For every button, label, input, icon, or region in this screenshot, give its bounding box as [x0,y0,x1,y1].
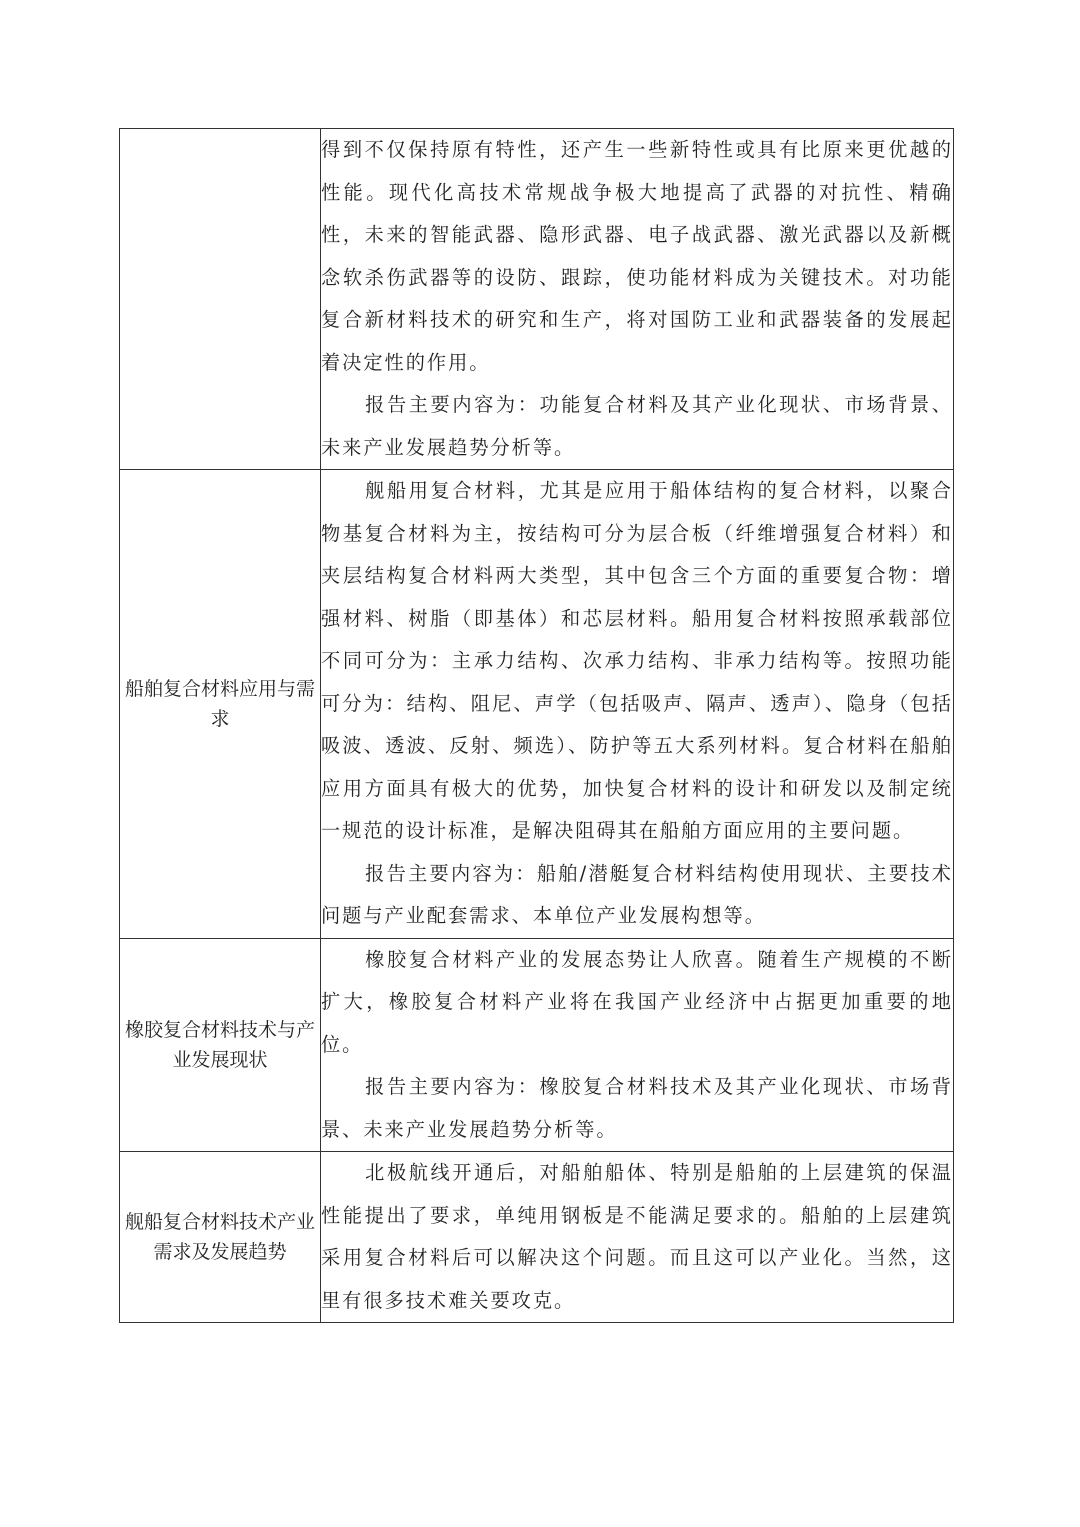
content-cell [321,129,954,470]
paragraph: 报告主要内容为：功能复合材料及其产业化现状、市场背景、未来产业发展趋势分析等。 [321,393,953,459]
topic-cell: 舰船复合材料技术产业需求及发展趋势 [120,1152,321,1323]
content-table [119,128,954,1323]
topic-cell [120,129,321,470]
topic-cell: 橡胶复合材料技术与产业发展现状 [120,938,321,1152]
table-row [120,1152,954,1323]
paragraph: 报告主要内容为：橡胶复合材料技术及其产业化现状、市场背景、未来产业发展趋势分析等。 [321,1075,953,1141]
table-row [120,129,954,470]
paragraph: 得到不仅保持原有特性，还产生一些新特性或具有比原来更优越的性能。现代化高技术常规战争极大地提高了武器的对抗性、精确性，未来的智能武器、隐形武器、电子战武器、激光武器以及新概念软杀伤武器等的设防、跟踪，使功能材料成为关键技术。对功能复合新材料技术的研究和生产，将对国防工业和武器装备的发展起着决定性的作用。 [321,138,953,374]
topic-cell: 船舶复合材料应用与需求 [120,470,321,939]
paragraph: 报告主要内容为：船舶/潜艇复合材料结构使用现状、主要技术问题与产业配套需求、本单位产业发展构想等。 [321,861,953,927]
table-row [120,470,954,939]
paragraph: 舰船用复合材料，尤其是应用于船体结构的复合材料，以聚合物基复合材料为主，按结构可分为层合板（纤维增强复合材料）和夹层结构复合材料两大类型，其中包含三个方面的重要复合物：增强材料、树脂（即基体）和芯层材料。船用复合材料按照承载部位不同可分为：主承力结构、次承力结构、非承力结构等。按照功能可分为：结构、阻尼、声学（包括吸声、隔声、透声）、隐身（包括吸波、透波、反射、频选）、防护等五大系列材料。复合材料在船舶应用方面具有极大的优势，加快复合材料的设计和研发以及制定统一规范的设计标准，是解决阻碍其在船舶方面应用的主要问题。 [321,479,953,842]
paragraph: 北极航线开通后，对船舶船体、特别是船舶的上层建筑的保温性能提出了要求，单纯用钢板是不能满足要求的。船舶的上层建筑采用复合材料后可以解决这个问题。而且这可以产业化。当然，这里有很多技术难关要攻克。 [321,1161,953,1312]
content-cell [321,1152,954,1323]
content-cell [321,470,954,939]
paragraph: 橡胶复合材料产业的发展态势让人欣喜。随着生产规模的不断扩大，橡胶复合材料产业将在我国产业经济中占据更加重要的地位。 [321,947,953,1056]
table-row [120,938,954,1152]
content-cell [321,938,954,1152]
